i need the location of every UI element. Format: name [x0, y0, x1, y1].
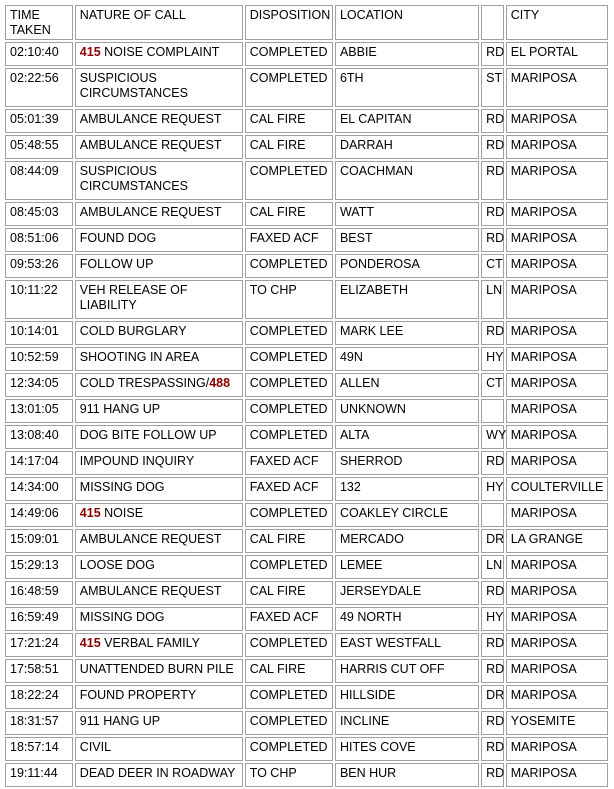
- disposition-cell: COMPLETED: [245, 373, 333, 397]
- disposition-cell: COMPLETED: [245, 161, 333, 200]
- time-cell: 18:57:14: [5, 737, 73, 761]
- suffix-cell: RD: [481, 711, 504, 735]
- table-row: [5, 347, 608, 371]
- time-cell: 19:11:44: [5, 763, 73, 787]
- city-cell: MARIPOSA: [506, 135, 608, 159]
- header-suffix: [481, 5, 504, 40]
- header-disposition: DISPOSITION: [245, 5, 333, 40]
- penal-code: 488: [209, 376, 231, 390]
- disposition-cell: COMPLETED: [245, 737, 333, 761]
- time-cell: 17:21:24: [5, 633, 73, 657]
- suffix-cell: RD: [481, 763, 504, 787]
- suffix-cell: HY: [481, 347, 504, 371]
- nature-text: LOOSE DOG: [79, 558, 155, 572]
- nature-cell: [75, 607, 243, 631]
- nature-text: COLD TRESPASSING/: [79, 376, 210, 390]
- location-cell: HITES COVE: [335, 737, 479, 761]
- penal-code: 415: [79, 45, 101, 59]
- city-cell: MARIPOSA: [506, 347, 608, 371]
- table-row: [5, 42, 608, 66]
- city-cell: YOSEMITE: [506, 711, 608, 735]
- table-row: [5, 477, 608, 501]
- table-row: [5, 321, 608, 345]
- location-cell: ABBIE: [335, 42, 479, 66]
- city-cell: MARIPOSA: [506, 555, 608, 579]
- nature-text: AMBULANCE REQUEST: [79, 138, 222, 152]
- nature-cell: [75, 321, 243, 345]
- nature-cell: [75, 763, 243, 787]
- suffix-cell: RD: [481, 161, 504, 200]
- time-cell: 08:51:06: [5, 228, 73, 252]
- suffix-cell: HY: [481, 607, 504, 631]
- nature-cell: [75, 161, 243, 200]
- nature-cell: [75, 399, 243, 423]
- table-row: [5, 202, 608, 226]
- time-cell: 10:52:59: [5, 347, 73, 371]
- table-row: [5, 399, 608, 423]
- location-cell: LEMEE: [335, 555, 479, 579]
- time-cell: 17:58:51: [5, 659, 73, 683]
- location-cell: COAKLEY CIRCLE: [335, 503, 479, 527]
- nature-cell: [75, 68, 243, 107]
- nature-text: VERBAL FAMILY: [100, 636, 200, 650]
- city-cell: MARIPOSA: [506, 633, 608, 657]
- nature-text: FOLLOW UP: [79, 257, 154, 271]
- table-row: [5, 280, 608, 319]
- nature-cell: [75, 425, 243, 449]
- location-cell: COACHMAN: [335, 161, 479, 200]
- time-cell: 13:08:40: [5, 425, 73, 449]
- city-cell: MARIPOSA: [506, 68, 608, 107]
- nature-text: FOUND PROPERTY: [79, 688, 197, 702]
- nature-text: UNATTENDED BURN PILE: [79, 662, 234, 676]
- disposition-cell: CAL FIRE: [245, 659, 333, 683]
- city-cell: MARIPOSA: [506, 503, 608, 527]
- suffix-cell: RD: [481, 451, 504, 475]
- suffix-cell: CT: [481, 373, 504, 397]
- location-cell: ALTA: [335, 425, 479, 449]
- location-cell: 132: [335, 477, 479, 501]
- disposition-cell: CAL FIRE: [245, 135, 333, 159]
- header-nature-of-call: NATURE OF CALL: [75, 5, 243, 40]
- nature-cell: [75, 477, 243, 501]
- penal-code: 415: [79, 636, 101, 650]
- disposition-cell: COMPLETED: [245, 425, 333, 449]
- table-row: [5, 373, 608, 397]
- nature-cell: [75, 373, 243, 397]
- nature-cell: [75, 633, 243, 657]
- table-row: [5, 161, 608, 200]
- disposition-cell: FAXED ACF: [245, 477, 333, 501]
- disposition-cell: CAL FIRE: [245, 202, 333, 226]
- table-row: [5, 109, 608, 133]
- nature-cell: [75, 42, 243, 66]
- location-cell: MARK LEE: [335, 321, 479, 345]
- nature-cell: [75, 135, 243, 159]
- suffix-cell: RD: [481, 228, 504, 252]
- city-cell: MARIPOSA: [506, 202, 608, 226]
- table-row: [5, 503, 608, 527]
- table-row: [5, 659, 608, 683]
- disposition-cell: COMPLETED: [245, 321, 333, 345]
- time-cell: 02:10:40: [5, 42, 73, 66]
- disposition-cell: COMPLETED: [245, 347, 333, 371]
- location-cell: PONDEROSA: [335, 254, 479, 278]
- city-cell: MARIPOSA: [506, 737, 608, 761]
- nature-text: AMBULANCE REQUEST: [79, 532, 222, 546]
- disposition-cell: CAL FIRE: [245, 529, 333, 553]
- suffix-cell: RD: [481, 659, 504, 683]
- nature-text: MISSING DOG: [79, 480, 165, 494]
- nature-cell: [75, 280, 243, 319]
- location-cell: WATT: [335, 202, 479, 226]
- location-cell: MERCADO: [335, 529, 479, 553]
- table-row: [5, 581, 608, 605]
- location-cell: DARRAH: [335, 135, 479, 159]
- disposition-cell: COMPLETED: [245, 42, 333, 66]
- suffix-cell: DR: [481, 529, 504, 553]
- city-cell: MARIPOSA: [506, 685, 608, 709]
- location-cell: 49 NORTH: [335, 607, 479, 631]
- city-cell: MARIPOSA: [506, 763, 608, 787]
- city-cell: MARIPOSA: [506, 607, 608, 631]
- suffix-cell: RD: [481, 109, 504, 133]
- header-city: CITY: [506, 5, 608, 40]
- table-row: [5, 711, 608, 735]
- city-cell: MARIPOSA: [506, 109, 608, 133]
- location-cell: INCLINE: [335, 711, 479, 735]
- disposition-cell: FAXED ACF: [245, 451, 333, 475]
- nature-text: 911 HANG UP: [79, 714, 161, 728]
- location-cell: HILLSIDE: [335, 685, 479, 709]
- city-cell: MARIPOSA: [506, 161, 608, 200]
- disposition-cell: TO CHP: [245, 280, 333, 319]
- city-cell: EL PORTAL: [506, 42, 608, 66]
- nature-cell: [75, 555, 243, 579]
- city-cell: MARIPOSA: [506, 280, 608, 319]
- table-row: [5, 685, 608, 709]
- suffix-cell: RD: [481, 633, 504, 657]
- nature-text: DEAD DEER IN ROADWAY: [79, 766, 236, 780]
- time-cell: 13:01:05: [5, 399, 73, 423]
- city-cell: MARIPOSA: [506, 659, 608, 683]
- nature-cell: [75, 529, 243, 553]
- table-row: [5, 529, 608, 553]
- suffix-cell: RD: [481, 135, 504, 159]
- city-cell: MARIPOSA: [506, 228, 608, 252]
- location-cell: ALLEN: [335, 373, 479, 397]
- city-cell: MARIPOSA: [506, 451, 608, 475]
- nature-cell: [75, 659, 243, 683]
- table-row: [5, 555, 608, 579]
- time-cell: 05:01:39: [5, 109, 73, 133]
- table-row: [5, 451, 608, 475]
- nature-text: SUSPICIOUS CIRCUMSTANCES: [79, 71, 188, 100]
- nature-text: IMPOUND INQUIRY: [79, 454, 195, 468]
- time-cell: 15:09:01: [5, 529, 73, 553]
- table-row: [5, 68, 608, 107]
- table-row: [5, 254, 608, 278]
- time-cell: 02:22:56: [5, 68, 73, 107]
- location-cell: EAST WESTFALL: [335, 633, 479, 657]
- nature-text: AMBULANCE REQUEST: [79, 205, 222, 219]
- nature-text: AMBULANCE REQUEST: [79, 584, 222, 598]
- suffix-cell: LN: [481, 280, 504, 319]
- time-cell: 14:49:06: [5, 503, 73, 527]
- penal-code: 415: [79, 506, 101, 520]
- time-cell: 08:45:03: [5, 202, 73, 226]
- city-cell: MARIPOSA: [506, 581, 608, 605]
- disposition-cell: CAL FIRE: [245, 109, 333, 133]
- location-cell: HARRIS CUT OFF: [335, 659, 479, 683]
- suffix-cell: [481, 503, 504, 527]
- time-cell: 16:48:59: [5, 581, 73, 605]
- suffix-cell: RD: [481, 737, 504, 761]
- suffix-cell: WY: [481, 425, 504, 449]
- nature-text: AMBULANCE REQUEST: [79, 112, 222, 126]
- header-location: LOCATION: [335, 5, 479, 40]
- city-cell: MARIPOSA: [506, 425, 608, 449]
- table-row: [5, 737, 608, 761]
- nature-cell: [75, 202, 243, 226]
- disposition-cell: COMPLETED: [245, 254, 333, 278]
- nature-text: VEH RELEASE OF LIABILITY: [79, 283, 191, 312]
- nature-cell: [75, 254, 243, 278]
- location-cell: 6TH: [335, 68, 479, 107]
- nature-cell: [75, 711, 243, 735]
- table-row: [5, 135, 608, 159]
- disposition-cell: COMPLETED: [245, 633, 333, 657]
- time-cell: 09:53:26: [5, 254, 73, 278]
- city-cell: MARIPOSA: [506, 254, 608, 278]
- location-cell: JERSEYDALE: [335, 581, 479, 605]
- suffix-cell: HY: [481, 477, 504, 501]
- header-time-taken: TIME TAKEN: [5, 5, 73, 40]
- nature-cell: [75, 737, 243, 761]
- nature-text: FOUND DOG: [79, 231, 157, 245]
- table-row: [5, 763, 608, 787]
- nature-text: SHOOTING IN AREA: [79, 350, 200, 364]
- suffix-cell: RD: [481, 321, 504, 345]
- location-cell: BEST: [335, 228, 479, 252]
- time-cell: 18:22:24: [5, 685, 73, 709]
- time-cell: 16:59:49: [5, 607, 73, 631]
- time-cell: 15:29:13: [5, 555, 73, 579]
- location-cell: BEN HUR: [335, 763, 479, 787]
- time-cell: 10:11:22: [5, 280, 73, 319]
- time-cell: 10:14:01: [5, 321, 73, 345]
- nature-text: COLD BURGLARY: [79, 324, 187, 338]
- suffix-cell: CT: [481, 254, 504, 278]
- disposition-cell: FAXED ACF: [245, 607, 333, 631]
- table-row: [5, 425, 608, 449]
- suffix-cell: RD: [481, 202, 504, 226]
- nature-text: NOISE: [100, 506, 144, 520]
- suffix-cell: DR: [481, 685, 504, 709]
- nature-cell: [75, 503, 243, 527]
- nature-text: NOISE COMPLAINT: [100, 45, 220, 59]
- suffix-cell: RD: [481, 581, 504, 605]
- city-cell: COULTERVILLE: [506, 477, 608, 501]
- city-cell: MARIPOSA: [506, 373, 608, 397]
- nature-text: SUSPICIOUS CIRCUMSTANCES: [79, 164, 188, 193]
- nature-cell: [75, 685, 243, 709]
- table-row: [5, 633, 608, 657]
- city-cell: MARIPOSA: [506, 321, 608, 345]
- location-cell: SHERROD: [335, 451, 479, 475]
- location-cell: 49N: [335, 347, 479, 371]
- nature-cell: [75, 109, 243, 133]
- city-cell: MARIPOSA: [506, 399, 608, 423]
- table-row: [5, 228, 608, 252]
- call-log-table: [3, 3, 610, 789]
- disposition-cell: COMPLETED: [245, 503, 333, 527]
- nature-text: CIVIL: [79, 740, 112, 754]
- nature-text: 911 HANG UP: [79, 402, 161, 416]
- nature-cell: [75, 347, 243, 371]
- nature-cell: [75, 581, 243, 605]
- disposition-cell: CAL FIRE: [245, 581, 333, 605]
- suffix-cell: LN: [481, 555, 504, 579]
- location-cell: UNKNOWN: [335, 399, 479, 423]
- suffix-cell: ST: [481, 68, 504, 107]
- nature-text: MISSING DOG: [79, 610, 165, 624]
- time-cell: 14:34:00: [5, 477, 73, 501]
- time-cell: 12:34:05: [5, 373, 73, 397]
- disposition-cell: COMPLETED: [245, 685, 333, 709]
- disposition-cell: TO CHP: [245, 763, 333, 787]
- time-cell: 14:17:04: [5, 451, 73, 475]
- time-cell: 08:44:09: [5, 161, 73, 200]
- time-cell: 05:48:55: [5, 135, 73, 159]
- nature-text: DOG BITE FOLLOW UP: [79, 428, 217, 442]
- nature-cell: [75, 451, 243, 475]
- location-cell: EL CAPITAN: [335, 109, 479, 133]
- city-cell: LA GRANGE: [506, 529, 608, 553]
- table-row: [5, 607, 608, 631]
- nature-cell: [75, 228, 243, 252]
- disposition-cell: FAXED ACF: [245, 228, 333, 252]
- disposition-cell: COMPLETED: [245, 68, 333, 107]
- location-cell: ELIZABETH: [335, 280, 479, 319]
- header-row: [5, 5, 608, 40]
- time-cell: 18:31:57: [5, 711, 73, 735]
- disposition-cell: COMPLETED: [245, 711, 333, 735]
- disposition-cell: COMPLETED: [245, 555, 333, 579]
- suffix-cell: [481, 399, 504, 423]
- suffix-cell: RD: [481, 42, 504, 66]
- disposition-cell: COMPLETED: [245, 399, 333, 423]
